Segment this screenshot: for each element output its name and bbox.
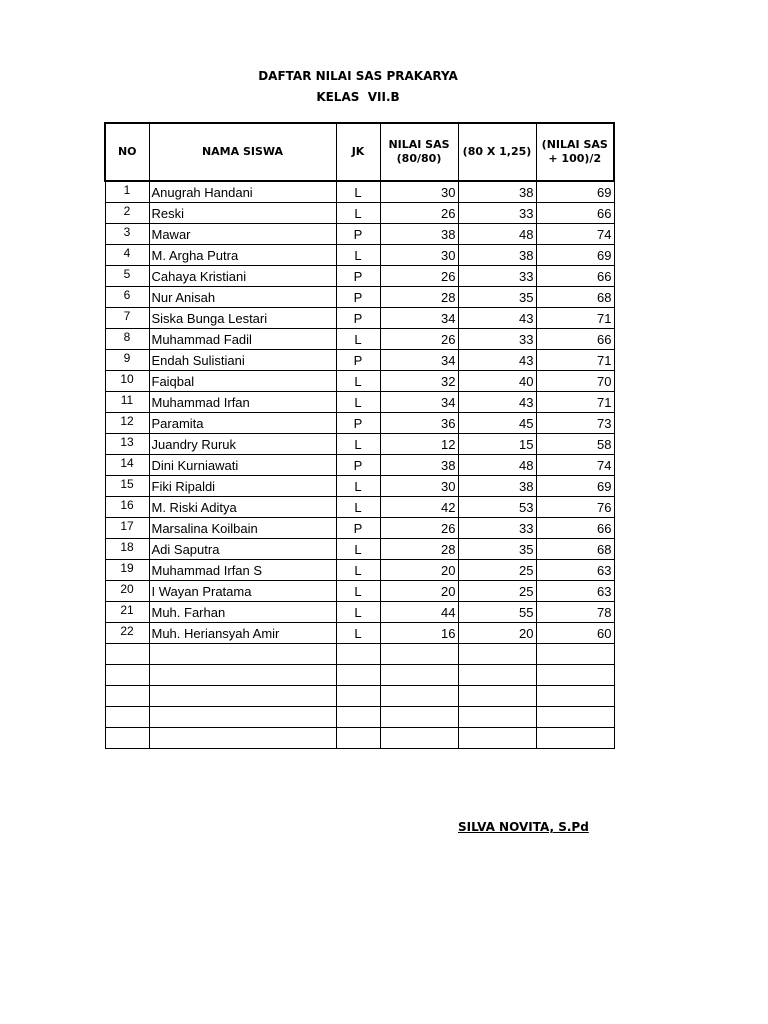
- table-row: [105, 413, 614, 434]
- row-number-cell: 22: [105, 623, 149, 644]
- nilai-sas-cell: 30: [380, 181, 458, 203]
- nilai-akhir-cell: 66: [536, 203, 614, 224]
- gender-cell: L: [336, 181, 380, 203]
- row-number-cell: 4: [105, 245, 149, 266]
- gender-cell: P: [336, 413, 380, 434]
- nilai-akhir-cell: 66: [536, 329, 614, 350]
- row-number-cell: 20: [105, 581, 149, 602]
- nilai-konversi-empty-cell: [458, 728, 536, 749]
- nilai-konversi-cell: 25: [458, 581, 536, 602]
- gender-cell: P: [336, 266, 380, 287]
- row-number-cell: 13: [105, 434, 149, 455]
- student-name-cell: Nur Anisah: [149, 287, 336, 308]
- row-number-cell: 14: [105, 455, 149, 476]
- nilai-konversi-cell: 35: [458, 287, 536, 308]
- nilai-sas-cell: 20: [380, 581, 458, 602]
- column-header-name: NAMA SISWA: [149, 123, 336, 181]
- empty-table-row: [105, 707, 614, 728]
- gender-cell: P: [336, 287, 380, 308]
- row-number-cell: 21: [105, 602, 149, 623]
- nilai-sas-empty-cell: [380, 686, 458, 707]
- nilai-sas-cell: 30: [380, 476, 458, 497]
- table-row: [105, 581, 614, 602]
- student-name-cell: Muh. Farhan: [149, 602, 336, 623]
- nilai-sas-empty-cell: [380, 665, 458, 686]
- student-name-cell: Muhammad Irfan S: [149, 560, 336, 581]
- nilai-akhir-cell: 60: [536, 623, 614, 644]
- nilai-akhir-cell: 66: [536, 266, 614, 287]
- nilai-sas-empty-cell: [380, 707, 458, 728]
- nilai-akhir-cell: 73: [536, 413, 614, 434]
- nilai-sas-cell: 42: [380, 497, 458, 518]
- nilai-sas-empty-cell: [380, 644, 458, 665]
- student-name-cell: Adi Saputra: [149, 539, 336, 560]
- nilai-akhir-empty-cell: [536, 707, 614, 728]
- row-number-empty-cell: [105, 728, 149, 749]
- nilai-sas-cell: 28: [380, 539, 458, 560]
- row-number-empty-cell: [105, 644, 149, 665]
- empty-table-row: [105, 686, 614, 707]
- row-number-cell: 15: [105, 476, 149, 497]
- nilai-sas-cell: 34: [380, 350, 458, 371]
- nilai-konversi-cell: 33: [458, 266, 536, 287]
- student-name-empty-cell: [149, 644, 336, 665]
- column-header-nilai-sas: NILAI SAS (80/80): [380, 123, 458, 181]
- row-number-cell: 9: [105, 350, 149, 371]
- column-header-nilai-akhir: (NILAI SAS + 100)/2: [536, 123, 614, 181]
- nilai-konversi-empty-cell: [458, 686, 536, 707]
- nilai-akhir-cell: 63: [536, 560, 614, 581]
- nilai-akhir-cell: 66: [536, 518, 614, 539]
- row-number-cell: 5: [105, 266, 149, 287]
- table-row: [105, 350, 614, 371]
- table-header-row: [105, 123, 614, 181]
- document-header: [0, 66, 716, 108]
- nilai-akhir-empty-cell: [536, 644, 614, 665]
- nilai-konversi-cell: 33: [458, 203, 536, 224]
- nilai-sas-cell: 30: [380, 245, 458, 266]
- empty-table-row: [105, 644, 614, 665]
- table-row: [105, 266, 614, 287]
- student-name-cell: I Wayan Pratama: [149, 581, 336, 602]
- gender-cell: L: [336, 476, 380, 497]
- document-title: DAFTAR NILAI SAS PRAKARYA: [258, 69, 458, 83]
- nilai-konversi-cell: 55: [458, 602, 536, 623]
- nilai-akhir-cell: 68: [536, 539, 614, 560]
- gender-cell: L: [336, 245, 380, 266]
- nilai-sas-cell: 44: [380, 602, 458, 623]
- student-name-cell: Faiqbal: [149, 371, 336, 392]
- row-number-cell: 7: [105, 308, 149, 329]
- nilai-konversi-cell: 53: [458, 497, 536, 518]
- nilai-akhir-cell: 71: [536, 350, 614, 371]
- nilai-konversi-cell: 45: [458, 413, 536, 434]
- nilai-akhir-cell: 74: [536, 455, 614, 476]
- student-name-cell: Dini Kurniawati: [149, 455, 336, 476]
- student-name-cell: M. Riski Aditya: [149, 497, 336, 518]
- nilai-sas-cell: 26: [380, 329, 458, 350]
- table-row: [105, 224, 614, 245]
- row-number-cell: 12: [105, 413, 149, 434]
- nilai-konversi-cell: 38: [458, 245, 536, 266]
- student-name-cell: Juandry Ruruk: [149, 434, 336, 455]
- nilai-akhir-cell: 69: [536, 245, 614, 266]
- table-row: [105, 623, 614, 644]
- gender-cell: L: [336, 371, 380, 392]
- nilai-konversi-empty-cell: [458, 665, 536, 686]
- row-number-cell: 6: [105, 287, 149, 308]
- nilai-sas-cell: 20: [380, 560, 458, 581]
- student-name-cell: Cahaya Kristiani: [149, 266, 336, 287]
- nilai-akhir-cell: 68: [536, 287, 614, 308]
- nilai-akhir-cell: 71: [536, 308, 614, 329]
- table-row: [105, 497, 614, 518]
- nilai-sas-cell: 34: [380, 308, 458, 329]
- nilai-akhir-cell: 70: [536, 371, 614, 392]
- nilai-konversi-cell: 33: [458, 518, 536, 539]
- student-name-cell: Reski: [149, 203, 336, 224]
- gender-empty-cell: [336, 644, 380, 665]
- row-number-cell: 8: [105, 329, 149, 350]
- table-row: [105, 602, 614, 623]
- table-row: [105, 329, 614, 350]
- nilai-konversi-cell: 25: [458, 560, 536, 581]
- nilai-sas-cell: 32: [380, 371, 458, 392]
- gender-cell: L: [336, 392, 380, 413]
- nilai-akhir-cell: 76: [536, 497, 614, 518]
- gender-cell: P: [336, 308, 380, 329]
- gender-empty-cell: [336, 665, 380, 686]
- nilai-sas-cell: 38: [380, 455, 458, 476]
- nilai-akhir-cell: 58: [536, 434, 614, 455]
- nilai-sas-cell: 26: [380, 518, 458, 539]
- nilai-akhir-cell: 71: [536, 392, 614, 413]
- nilai-sas-cell: 34: [380, 392, 458, 413]
- nilai-sas-cell: 26: [380, 203, 458, 224]
- nilai-sas-cell: 36: [380, 413, 458, 434]
- nilai-akhir-empty-cell: [536, 686, 614, 707]
- empty-table-row: [105, 728, 614, 749]
- nilai-sas-empty-cell: [380, 728, 458, 749]
- student-name-cell: Fiki Ripaldi: [149, 476, 336, 497]
- row-number-cell: 1: [105, 181, 149, 203]
- table-row: [105, 181, 614, 203]
- student-name-empty-cell: [149, 686, 336, 707]
- student-name-empty-cell: [149, 728, 336, 749]
- nilai-akhir-cell: 78: [536, 602, 614, 623]
- table-row: [105, 203, 614, 224]
- row-number-cell: 19: [105, 560, 149, 581]
- table-row: [105, 245, 614, 266]
- table-row: [105, 455, 614, 476]
- gender-cell: L: [336, 497, 380, 518]
- gender-cell: P: [336, 455, 380, 476]
- nilai-konversi-cell: 48: [458, 455, 536, 476]
- gender-cell: P: [336, 518, 380, 539]
- table-row: [105, 308, 614, 329]
- nilai-akhir-cell: 63: [536, 581, 614, 602]
- student-name-cell: Muhammad Irfan: [149, 392, 336, 413]
- student-name-cell: Mawar: [149, 224, 336, 245]
- row-number-cell: 2: [105, 203, 149, 224]
- row-number-cell: 3: [105, 224, 149, 245]
- row-number-cell: 16: [105, 497, 149, 518]
- gender-empty-cell: [336, 707, 380, 728]
- student-name-cell: Siska Bunga Lestari: [149, 308, 336, 329]
- row-number-empty-cell: [105, 665, 149, 686]
- table-row: [105, 539, 614, 560]
- column-header-no: NO: [105, 123, 149, 181]
- nilai-konversi-cell: 15: [458, 434, 536, 455]
- nilai-konversi-cell: 35: [458, 539, 536, 560]
- gender-cell: P: [336, 224, 380, 245]
- nilai-konversi-cell: 38: [458, 476, 536, 497]
- nilai-sas-cell: 28: [380, 287, 458, 308]
- gender-cell: L: [336, 560, 380, 581]
- row-number-cell: 11: [105, 392, 149, 413]
- student-name-cell: Muh. Heriansyah Amir: [149, 623, 336, 644]
- table-row: [105, 392, 614, 413]
- row-number-cell: 18: [105, 539, 149, 560]
- nilai-akhir-cell: 69: [536, 476, 614, 497]
- nilai-konversi-empty-cell: [458, 644, 536, 665]
- table-row: [105, 434, 614, 455]
- nilai-sas-cell: 26: [380, 266, 458, 287]
- table-row: [105, 560, 614, 581]
- nilai-konversi-cell: 20: [458, 623, 536, 644]
- nilai-akhir-empty-cell: [536, 728, 614, 749]
- nilai-konversi-cell: 43: [458, 392, 536, 413]
- nilai-akhir-cell: 69: [536, 181, 614, 203]
- nilai-konversi-cell: 33: [458, 329, 536, 350]
- grades-table: [104, 122, 615, 749]
- row-number-empty-cell: [105, 707, 149, 728]
- table-row: [105, 371, 614, 392]
- student-name-cell: Marsalina Koilbain: [149, 518, 336, 539]
- row-number-cell: 10: [105, 371, 149, 392]
- empty-table-row: [105, 665, 614, 686]
- student-name-empty-cell: [149, 665, 336, 686]
- gender-empty-cell: [336, 686, 380, 707]
- table-row: [105, 287, 614, 308]
- nilai-akhir-cell: 74: [536, 224, 614, 245]
- row-number-empty-cell: [105, 686, 149, 707]
- nilai-akhir-empty-cell: [536, 665, 614, 686]
- gender-cell: L: [336, 602, 380, 623]
- gender-cell: L: [336, 434, 380, 455]
- student-name-cell: Paramita: [149, 413, 336, 434]
- student-name-cell: Muhammad Fadil: [149, 329, 336, 350]
- row-number-cell: 17: [105, 518, 149, 539]
- nilai-konversi-cell: 43: [458, 350, 536, 371]
- nilai-sas-cell: 38: [380, 224, 458, 245]
- column-header-jk: JK: [336, 123, 380, 181]
- nilai-konversi-cell: 48: [458, 224, 536, 245]
- grades-table-body: [105, 181, 614, 749]
- gender-cell: L: [336, 203, 380, 224]
- nilai-konversi-cell: 38: [458, 181, 536, 203]
- nilai-sas-cell: 16: [380, 623, 458, 644]
- gender-empty-cell: [336, 728, 380, 749]
- class-label: KELAS VII.B: [316, 90, 400, 104]
- teacher-signature-name: SILVA NOVITA, S.Pd: [458, 820, 589, 834]
- nilai-konversi-cell: 43: [458, 308, 536, 329]
- gender-cell: P: [336, 350, 380, 371]
- gender-cell: L: [336, 329, 380, 350]
- table-row: [105, 476, 614, 497]
- student-name-cell: Endah Sulistiani: [149, 350, 336, 371]
- gender-cell: L: [336, 539, 380, 560]
- column-header-konversi: (80 X 1,25): [458, 123, 536, 181]
- student-name-cell: Anugrah Handani: [149, 181, 336, 203]
- gender-cell: L: [336, 623, 380, 644]
- table-row: [105, 518, 614, 539]
- nilai-konversi-cell: 40: [458, 371, 536, 392]
- gender-cell: L: [336, 581, 380, 602]
- student-name-empty-cell: [149, 707, 336, 728]
- nilai-konversi-empty-cell: [458, 707, 536, 728]
- student-name-cell: M. Argha Putra: [149, 245, 336, 266]
- nilai-sas-cell: 12: [380, 434, 458, 455]
